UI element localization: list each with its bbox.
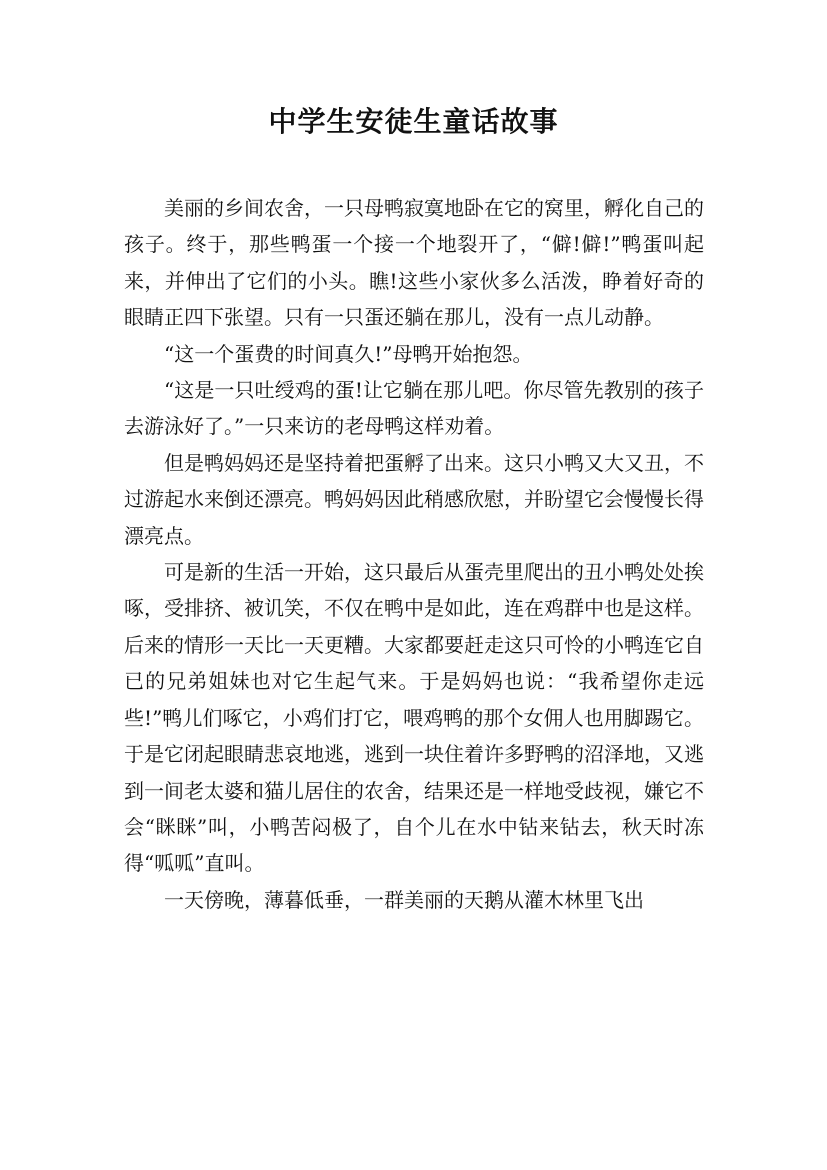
paragraph: “这是一只吐绶鸡的蛋!让它躺在那儿吧。你尽管先教别的孩子去游泳好了。”一只来访的老母鸭这样劝着。 bbox=[124, 378, 704, 439]
paragraph: “这一个蛋费的时间真久!”母鸭开始抱怨。 bbox=[164, 341, 533, 366]
paragraph: 可是新的生活一开始，这只最后从蛋壳里爬出的丑小鸭处处挨啄，受排挤、被讥笑，不仅在鸭中是如此，连在鸡群中也是这样。后来的情形一天比一天更糟。大家都要赶走这只可怜的小鸭连它自已的兄弟姐妹也对它生起气来。于是妈妈也说：“我希望你走远些!”鸭儿们啄它，小鸡们打它，喂鸡鸭的那个女佣人也用脚踢它。于是它闭起眼睛悲哀地逃，逃到一块住着许多野鸭的沼泽地，又逃到一间老太婆和猫儿居住的农舍，结果还是一样地受歧视，嫌它不会“眯眯”叫，小鸭苦闷极了，自个儿在水中钻来钻去，秋天时冻得“呱呱”直叫。 bbox=[124, 560, 704, 876]
document-title: 中学生安徒生童话故事 bbox=[268, 105, 559, 138]
paragraph: 美丽的乡间农舍，一只母鸭寂寞地卧在它的窝里，孵化自己的孩子。终于，那些鸭蛋一个接一个地裂开了，“僻!僻!”鸭蛋叫起来，并伸出了它们的小头。瞧!这些小家伙多么活泼，睁着好奇的眼睛正四下张望。只有一只蛋还躺在那儿，没有一点儿动静。 bbox=[124, 196, 704, 330]
paragraph: 但是鸭妈妈还是坚持着把蛋孵了出来。这只小鸭又大又丑，不过游起水来倒还漂亮。鸭妈妈因此稍感欣慰，并盼望它会慢慢长得漂亮点。 bbox=[124, 450, 704, 548]
document-body bbox=[124, 190, 704, 918]
paragraph: 一天傍晚，薄暮低垂，一群美丽的天鹅从灌木林里飞出 bbox=[164, 887, 644, 912]
